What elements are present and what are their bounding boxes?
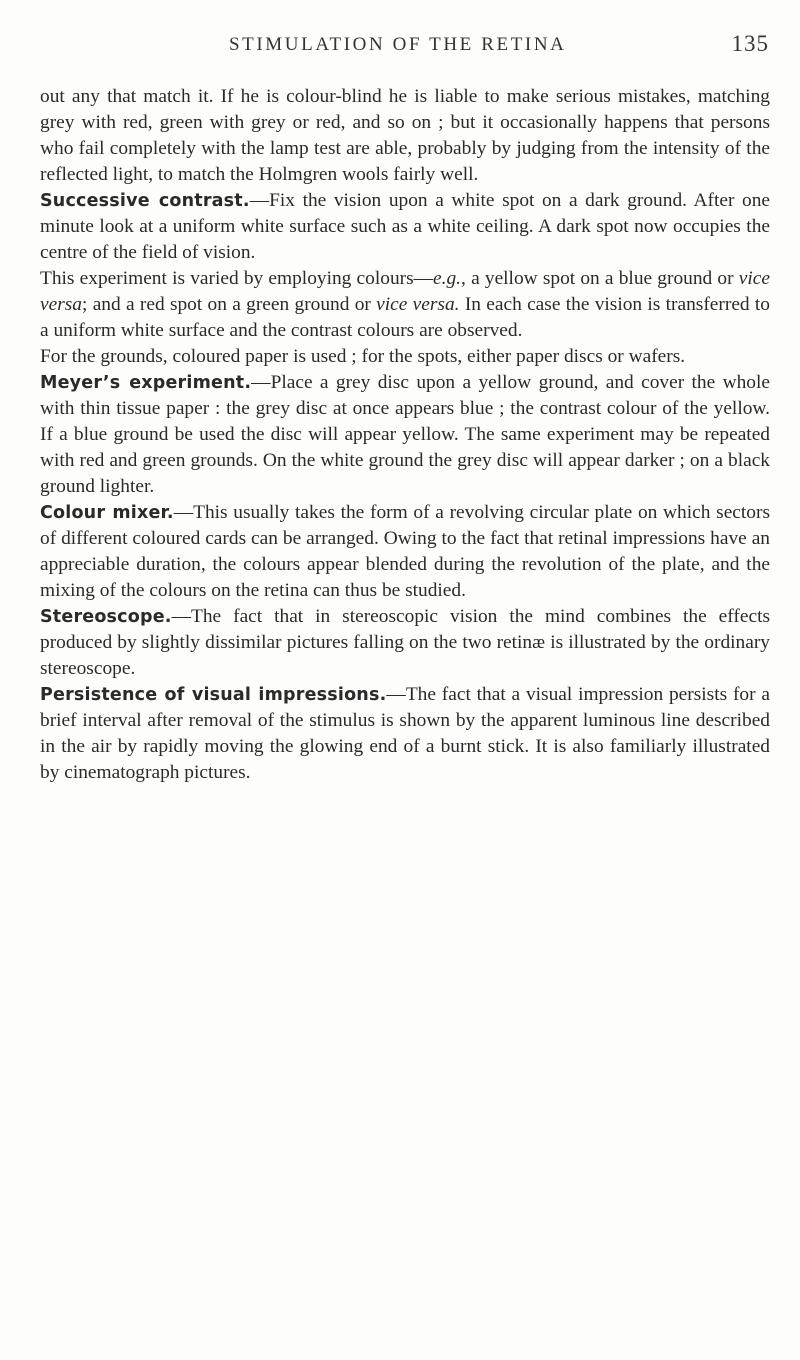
paragraph-meyers-experiment: Meyer’s experiment.—Place a grey disc upon a yellow ground, and cover the whole with thin tissue paper : the grey disc at once appears blue ; the contrast colour of the yellow. If a blue ground be used the disc will appear yellow. The same experiment may be repeated with red and green grounds. On the white ground the grey disc will appear darker ; on a black ground lighter. xyxy=(40,372,770,497)
paragraph-heading: Stereoscope. xyxy=(40,607,172,627)
paragraph-heading: Successive contrast. xyxy=(40,191,250,211)
paragraph: For the grounds, coloured paper is used ; for the spots, either paper discs or wafers. xyxy=(40,346,686,367)
page-header xyxy=(229,31,769,64)
paragraph-heading: Meyer’s experiment. xyxy=(40,373,252,393)
page-number: 135 xyxy=(731,31,769,56)
body-text xyxy=(40,84,770,786)
paragraph-colour-mixer: Colour mixer.—This usually takes the form of a revolving circular plate on which sectors of different coloured cards can be arranged. Owing to the fact that retinal impressions have an appreciable duration, the colours appear blended during the revolution of the plate, and the mixing of the colours on the retina can thus be studied. xyxy=(40,502,771,601)
paragraph-heading: Persistence of visual impressions. xyxy=(40,685,387,705)
running-head: STIMULATION OF THE RETINA xyxy=(229,34,567,55)
paragraph-stereoscope: Stereoscope.—The fact that in stereoscopic vision the mind combines the effects produced by slightly dissimilar pictures falling on the two retinæ is illustrated by the ordinary stereoscope. xyxy=(40,606,770,679)
paragraph-persistence: Persistence of visual impressions.—The fact that a visual impression persists for a brief interval after removal of the stimulus is shown by the apparent luminous line described in the air by rapidly moving the glowing end of a burnt stick. It is also familiarly illustrated by cinematograph pictures. xyxy=(40,684,770,783)
paragraph: out any that match it. If he is colour-blind he is liable to make serious mistakes, matching grey with red, green with grey or red, and so on ; but it occasionally happens that persons who fail completely with the lamp test are able, probably by judging from the intensity of the reflected light, to match the Holmgren wools fairly well. xyxy=(40,86,770,185)
paragraph-heading: Colour mixer. xyxy=(40,503,174,523)
paragraph: This experiment is varied by employing colours—e.g., a yellow spot on a blue ground or vice versa; and a red spot on a green ground or vice versa. In each case the vision is transferred to a uniform white surface and the contrast colours are observed. xyxy=(40,268,770,341)
paragraph-successive-contrast: Successive contrast.—Fix the vision upon a white spot on a dark ground. After one minute look at a uniform white surface such as a white ceiling. A dark spot now occupies the centre of the field of vision. xyxy=(40,190,771,263)
